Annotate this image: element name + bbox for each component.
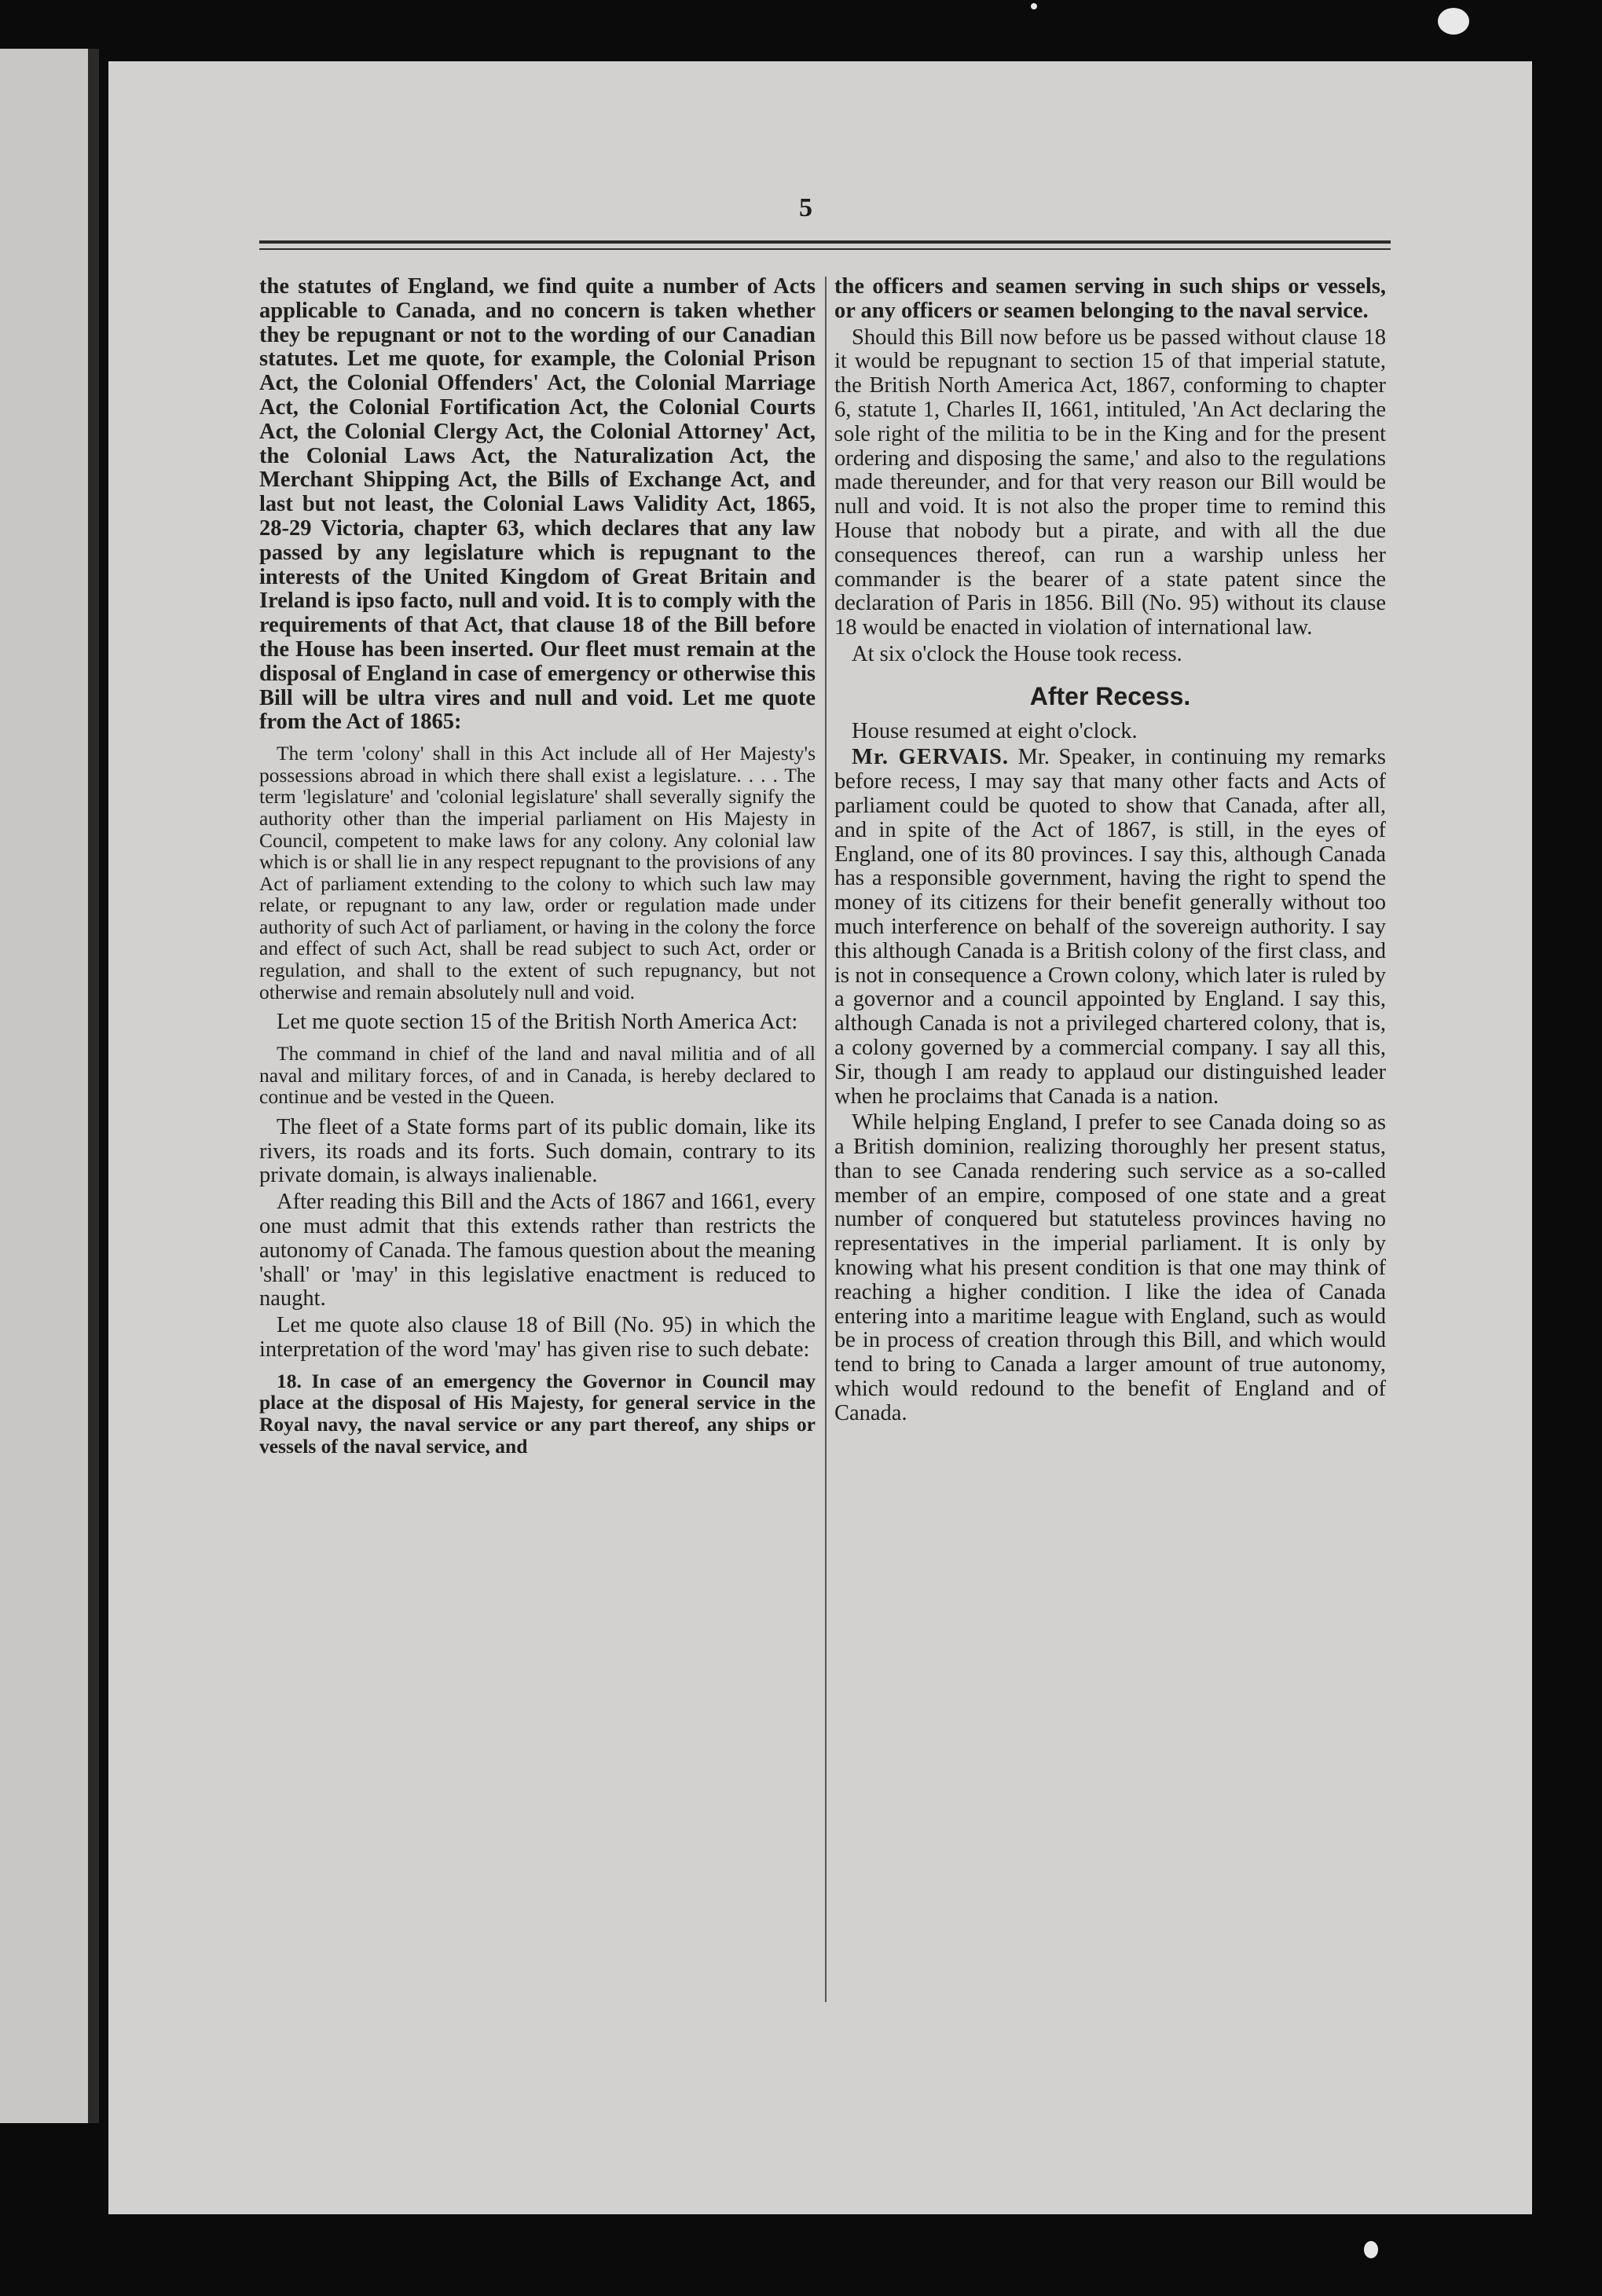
scan-speck (1031, 3, 1037, 9)
book-gutter (88, 49, 99, 2123)
speech-text: Mr. Speaker, in continuing my remarks before recess, I may say that many other facts and Acts of parliament could be quoted to show that Canada, after all, and in spite of the Act of 1867, is still, in the eyes of England, one of its 80 provinces. I say this, although Canada has a responsible government, having the right to spend the money of its citizens for their benefit generally without too much interference on behalf of the sovereign authority. I say this although Canada is a British colony of the first class, and is not in consequence a Crown colony, which later is ruled by a governor and a council appointed by England. I say this, although Canada is not a privileged chartered colony, that is, a colony governed by a commercial company. I say all this, Sir, though I am ready to applaud our distinguished leader when he proclaims that Canada is a nation. (834, 745, 1386, 1109)
scan-speck (1438, 8, 1469, 35)
paragraph: House resumed at eight o'clock. (852, 718, 1138, 743)
header-rule-top (259, 240, 1391, 244)
paragraph: While helping England, I prefer to see Canada doing so as a British dominion, realizing thoroughly her present status, than to see Canada rendering such service as a so-called member of an empire, composed of one state and a great number of conquered but statuteless provinces having no representatives in the imperial parliament. It is only by knowing what his present condition is that one may think of reaching a higher condition. I like the idea of Canada entering into a maritime league with England, such as would be in process of creation through this Bill, and which would tend to bring to Canada a larger amount of true autonomy, which would redound to the benefit of England and of Canada. (834, 1110, 1386, 1425)
paragraph: the officers and seamen serving in such ships or vessels, or any officers or seamen belonging to the naval service. (834, 274, 1386, 323)
right-column (834, 275, 1386, 1429)
paragraph: the statutes of England, we find quite a number of Acts applicable to Canada, and no concern is taken whether they be repugnant or not to the wording of our Canadian statutes. Let me quote, for example, the Colonial Prison Act, the Colonial Offenders' Act, the Colonial Marriage Act, the Colonial Fortification Act, the Colonial Courts Act, the Colonial Clergy Act, the Colonial Attorney' Act, the Colonial Laws Act, the Naturalization Act, the Merchant Shipping Act, the Bills of Exchange Act, and last but not least, the Colonial Laws Validity Act, 1865, 28-29 Victoria, chapter 63, which declares that any law passed by any legislature which is repugnant to the interests of the United Kingdom of Great Britain and Ireland is ipso facto, null and void. It is to comply with the requirements of that Act, that clause 18 of the Bill before the House has been inserted. Our fleet must remain at the disposal of England in case of emergency or otherwise this Bill will be ultra vires and null and void. Let me quote from the Act of 1865: (259, 274, 816, 735)
column-divider (825, 277, 827, 2002)
paragraph: After reading this Bill and the Acts of 1867 and 1661, every one must admit that this extends rather than restricts the autonomy of Canada. The famous question about the meaning 'shall' or 'may' in this legislative enactment is reduced to naught. (259, 1190, 816, 1311)
paragraph: Should this Bill now before us be passed without clause 18 it would be repugnant to section 15 of that imperial statute, the British North America Act, 1867, conforming to chapter 6, statute 1, Charles II, 1661, intituled, 'An Act declaring the sole right of the militia to be in the King and for the present ordering and disposing the same,' and also to the regulations made thereunder, and for that very reason our Bill would be null and void. It is not also the proper time to remind this House that nobody but a pirate, and with all the due consequences thereof, can run a warship unless her commander is the bearer of a state patent since the declaration of Paris in 1856. Bill (No. 95) without its clause 18 would be enacted in violation of international law. (834, 325, 1386, 640)
header-rule-bottom (259, 248, 1391, 250)
speech-paragraph (834, 746, 1386, 1109)
section-heading: After Recess. (1029, 681, 1191, 710)
page-number: 5 (799, 193, 812, 222)
left-column (259, 275, 816, 1465)
paragraph: Let me quote also clause 18 of Bill (No. 95) in which the interpretation of the word 'may' has given rise to such debate: (259, 1313, 816, 1363)
block-quote: The term 'colony' shall in this Act include all of Her Majesty's possessions abroad in which there shall exist a legislature. . . . The term 'legislature' and 'colonial legislature' shall severally signify the authority other than the imperial parliament on His Majesty in Council, competent to make laws for any colony. Any colonial law which is or shall lie in any respect repugnant to the provisions of any Act of parliament extending to the colony to which such law may relate, or repugnant to any law, order or regulation made under authority of such Act of parliament, or having in the colony the force and effect of such Act, shall be read subject to such Act, order or regulation, and shall to the extent of such repugnancy, but not otherwise and remain absolutely null and void. (259, 742, 816, 1003)
paragraph: At six o'clock the House took recess. (852, 641, 1182, 666)
scan-speck (1364, 2241, 1378, 2258)
paragraph: The fleet of a State forms part of its public domain, like its rivers, its roads and its forts. Such domain, contrary to its private domain, is always inalienable. (259, 1114, 816, 1188)
paragraph: Let me quote section 15 of the British North America Act: (277, 1010, 798, 1035)
block-quote: 18. In case of an emergency the Governor in Council may place at the disposal of His Majesty, for general service in the Royal navy, the naval service or any part thereof, any ships or vessels of the naval service, and (259, 1369, 816, 1458)
block-quote: The command in chief of the land and naval militia and of all naval and military forces, of and in Canada, is hereby declared to continue and be vested in the Queen. (259, 1042, 816, 1109)
facing-page-strip (0, 49, 88, 2123)
speaker-name: Mr. GERVAIS. (852, 745, 1009, 770)
